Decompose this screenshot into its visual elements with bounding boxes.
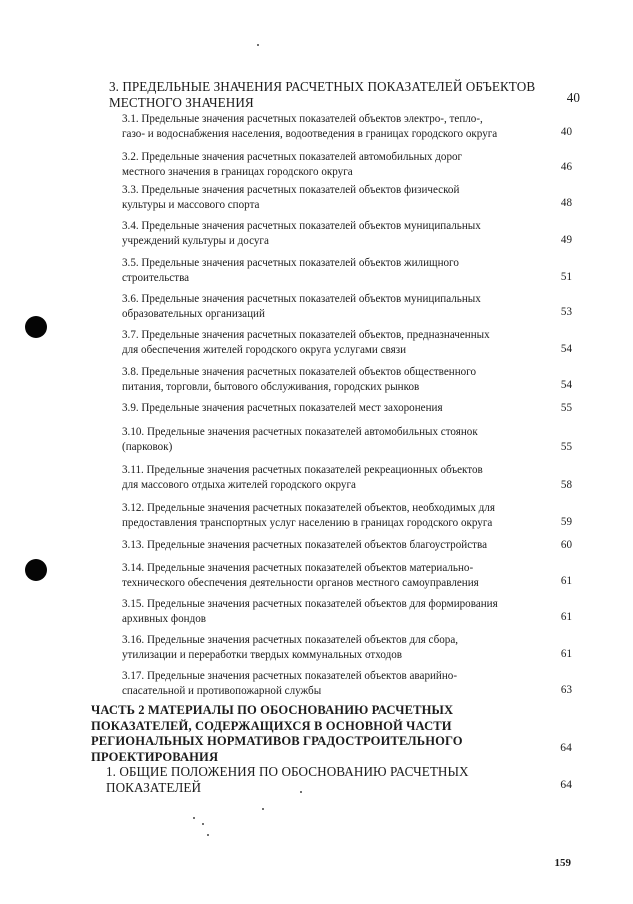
toc-item-3-3[interactable]	[122, 183, 572, 213]
toc-item-line2: образовательных организаций	[122, 308, 265, 320]
toc-item-page: 59	[560, 516, 572, 528]
toc-item-line1: 3.17. Предельные значения расчетных показателей объектов аварийно-	[122, 670, 458, 682]
toc-item-3-13[interactable]	[122, 538, 572, 553]
toc-section-1-title-line1: 1. ОБЩИЕ ПОЛОЖЕНИЯ ПО ОБОСНОВАНИЮ РАСЧЕТНЫХ	[106, 764, 469, 779]
toc-item-3-1[interactable]	[122, 112, 572, 142]
toc-section-1-title-line2: ПОКАЗАТЕЛЕЙ	[106, 779, 202, 795]
toc-item-line2: учреждений культуры и досуга	[122, 235, 269, 247]
toc-part-2-line2: ПОКАЗАТЕЛЕЙ, СОДЕРЖАЩИХСЯ В ОСНОВНОЙ ЧАСТИ	[91, 718, 452, 733]
toc-item-3-9[interactable]	[122, 401, 572, 416]
scan-speck	[257, 44, 259, 46]
toc-item-line2: (парковок)	[122, 441, 173, 453]
toc-item-3-16[interactable]	[122, 633, 572, 663]
toc-item-line1: 3.6. Предельные значения расчетных показателей объектов муниципальных	[122, 293, 481, 305]
toc-section-3-title-line2: МЕСТНОГО ЗНАЧЕНИЯ	[109, 94, 254, 110]
toc-item-line1: 3.11. Предельные значения расчетных показателей рекреационных объектов	[122, 464, 483, 476]
toc-item-line1: 3.14. Предельные значения расчетных показателей объектов материально-	[122, 562, 474, 574]
scan-speck	[207, 834, 209, 836]
toc-item-3-6[interactable]	[122, 292, 572, 322]
toc-part-2-line3: РЕГИОНАЛЬНЫХ НОРМАТИВОВ ГРАДОСТРОИТЕЛЬНОГО	[91, 734, 463, 749]
toc-item-page: 60	[560, 539, 572, 551]
toc-item-line1: 3.9. Предельные значения расчетных показателей мест захоронения	[122, 402, 443, 414]
toc-item-3-11[interactable]	[122, 463, 572, 493]
scan-speck	[262, 808, 264, 810]
toc-item-3-14[interactable]	[122, 561, 572, 591]
toc-part-2-line4: ПРОЕКТИРОВАНИЯ	[91, 749, 219, 764]
toc-item-line2: технического обеспечения деятельности органов местного самоуправления	[122, 577, 479, 589]
toc-item-3-8[interactable]	[122, 365, 572, 395]
toc-item-page: 53	[560, 306, 572, 318]
toc-item-3-7[interactable]	[122, 328, 572, 358]
toc-item-3-15[interactable]	[122, 597, 572, 627]
toc-item-line2: предоставления транспортных услуг населению в границах городского округа	[122, 517, 493, 529]
toc-section-1-page: 64	[560, 779, 572, 791]
page-number: 159	[554, 857, 571, 869]
toc-item-page: 61	[560, 648, 572, 660]
toc-item-page: 55	[560, 402, 572, 414]
toc-item-line2: культуры и массового спорта	[122, 199, 260, 211]
toc-section-3-title-line1: 3. ПРЕДЕЛЬНЫЕ ЗНАЧЕНИЯ РАСЧЕТНЫХ ПОКАЗАТЕЛЕЙ ОБЪЕКТОВ	[109, 79, 536, 94]
toc-item-line2: местного значения в границах городского округа	[122, 166, 353, 178]
toc-item-line2: строительства	[122, 272, 190, 284]
scan-speck	[193, 817, 195, 819]
toc-item-line2: спасательной и противопожарной службы	[122, 685, 322, 697]
toc-item-line2: архивных фондов	[122, 613, 207, 625]
toc-item-page: 40	[560, 126, 572, 138]
toc-part-2[interactable]	[91, 703, 571, 765]
toc-item-page: 55	[560, 441, 572, 453]
toc-part-2-line1: ЧАСТЬ 2 МАТЕРИАЛЫ ПО ОБОСНОВАНИЮ РАСЧЕТНЫХ	[91, 703, 454, 717]
toc-item-line1: 3.8. Предельные значения расчетных показателей объектов общественного	[122, 366, 477, 378]
toc-item-line1: 3.1. Предельные значения расчетных показателей объектов электро-, тепло-,	[122, 113, 483, 125]
punch-hole-bottom	[25, 559, 47, 581]
toc-item-line1: 3.2. Предельные значения расчетных показателей автомобильных дорог	[122, 151, 463, 163]
toc-item-line1: 3.4. Предельные значения расчетных показателей объектов муниципальных	[122, 220, 481, 232]
toc-item-page: 58	[560, 479, 572, 491]
toc-item-line2: для обеспечения жителей городского округа услугами связи	[122, 344, 407, 356]
toc-section-1[interactable]	[106, 764, 571, 795]
toc-item-line1: 3.12. Предельные значения расчетных показателей объектов, необходимых для	[122, 502, 495, 514]
toc-item-3-12[interactable]	[122, 501, 572, 531]
toc-item-line1: 3.10. Предельные значения расчетных показателей автомобильных стоянок	[122, 426, 478, 438]
toc-item-page: 49	[560, 234, 572, 246]
toc-item-page: 63	[560, 684, 572, 696]
toc-item-line1: 3.13. Предельные значения расчетных показателей объектов благоустройства	[122, 539, 488, 551]
toc-item-page: 61	[560, 611, 572, 623]
scan-speck	[300, 791, 302, 793]
scan-speck	[202, 823, 204, 825]
toc-item-3-17[interactable]	[122, 669, 572, 699]
toc-item-line1: 3.3. Предельные значения расчетных показателей объектов физической	[122, 184, 460, 196]
toc-item-3-5[interactable]	[122, 256, 572, 286]
toc-section-3-page: 40	[566, 90, 580, 105]
toc-item-line1: 3.16. Предельные значения расчетных показателей объектов для сбора,	[122, 634, 459, 646]
toc-item-3-2[interactable]	[122, 150, 572, 180]
toc-item-page: 46	[560, 161, 572, 173]
toc-part-2-page: 64	[560, 742, 572, 754]
toc-item-line1: 3.15. Предельные значения расчетных показателей объектов для формирования	[122, 598, 498, 610]
toc-item-line2: газо- и водоснабжения населения, водоотведения в границах городского округа	[122, 128, 498, 140]
punch-hole-top	[25, 316, 47, 338]
toc-item-line1: 3.7. Предельные значения расчетных показателей объектов, предназначенных	[122, 329, 490, 341]
toc-item-line2: утилизации и переработки твердых коммунальных отходов	[122, 649, 403, 661]
toc-item-page: 61	[560, 575, 572, 587]
toc-item-3-10[interactable]	[122, 425, 572, 455]
toc-item-page: 54	[560, 379, 572, 391]
toc-section-3[interactable]	[109, 79, 599, 110]
toc-item-line2: питания, торговли, бытового обслуживания, городских рынков	[122, 381, 420, 393]
toc-item-page: 54	[560, 343, 572, 355]
toc-item-page: 48	[560, 197, 572, 209]
toc-item-3-4[interactable]	[122, 219, 572, 249]
toc-item-page: 51	[560, 271, 572, 283]
toc-item-line2: для массового отдыха жителей городского округа	[122, 479, 356, 491]
toc-item-line1: 3.5. Предельные значения расчетных показателей объектов жилищного	[122, 257, 459, 269]
